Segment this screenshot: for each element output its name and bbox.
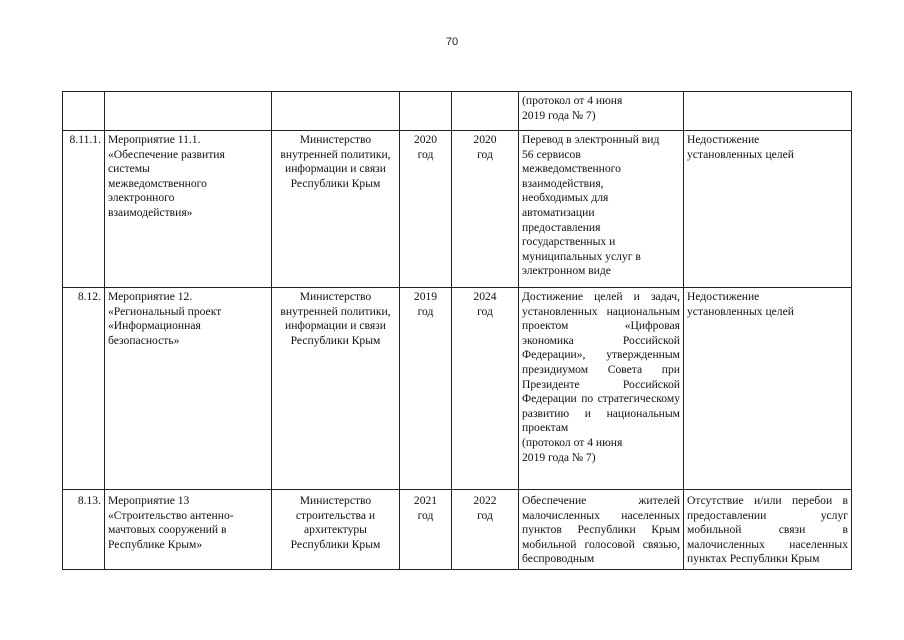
item-number-cell (63, 490, 105, 570)
expected-result-cell (519, 131, 684, 288)
end-year-cell (452, 288, 519, 490)
start-year-cell (400, 92, 452, 131)
activity-name: Мероприятие 12. «Региональный проект «Информационная безопасность» (108, 290, 222, 347)
responsible-cell (272, 92, 400, 131)
activity-name-cell (105, 490, 272, 570)
table-row (63, 92, 852, 131)
item-number-cell (63, 288, 105, 490)
risk-cell (684, 92, 852, 131)
activity-name-cell (105, 288, 272, 490)
start-year-cell (400, 131, 452, 288)
start-year: 2019 год (413, 290, 438, 318)
item-number-cell (63, 131, 105, 288)
end-year-cell (452, 92, 519, 131)
start-year-cell (400, 288, 452, 490)
end-year: 2024 год (473, 290, 497, 318)
risk-cell (684, 288, 852, 490)
item-number: 8.11.1. (69, 133, 101, 146)
page-number: 70 (445, 36, 459, 48)
responsible-executor: Министерство строительства и архитектуры Республики Крым (290, 494, 381, 551)
activity-name: Мероприятие 11.1. «Обеспечение развития системы межведомственного электронного взаимодействия» (108, 133, 225, 219)
responsible-cell (272, 288, 400, 490)
expected-result-cell (519, 288, 684, 490)
risk-cell (684, 131, 852, 288)
activity-name-cell (105, 92, 272, 131)
expected-result: Обеспечение жителей малочисленных населенных пунктов Республики Крым мобильной голосовой связью, беспроводным (522, 494, 680, 566)
start-year-cell (400, 490, 452, 570)
document-table (62, 91, 852, 570)
item-number: 8.12. (77, 290, 101, 303)
expected-result-cell (519, 92, 684, 131)
activity-name-cell (105, 131, 272, 288)
risk-cell (684, 490, 852, 570)
responsible-cell (272, 490, 400, 570)
risk-consequence: Недостижение установленных целей (687, 290, 794, 318)
activity-name: Мероприятие 13 «Строительство антенно- мачтовых сооружений в Республике Крым» (108, 494, 234, 551)
table-row (63, 288, 852, 490)
table-row (63, 490, 852, 570)
item-number-cell (63, 92, 105, 131)
responsible-executor: Министерство внутренней политики, информации и связи Республики Крым (280, 133, 391, 190)
risk-consequence: Отсутствие и/или перебои в предоставлении услуг мобильной связи в малочисленных населенных пунктах Республики Крым (687, 494, 848, 566)
expected-result-cell (519, 490, 684, 570)
table-row (63, 131, 852, 288)
item-number: 8.13. (77, 494, 101, 507)
end-year: 2020 год (473, 133, 497, 161)
responsible-cell (272, 131, 400, 288)
expected-result: Перевод в электронный вид 56 сервисов межведомственного взаимодействия, необходимых для автоматизации предоставления государственных и муниципальных услуг в электронном виде (522, 133, 660, 278)
expected-result: (протокол от 4 июня 2019 года № 7) (522, 94, 623, 122)
start-year: 2021 год (413, 494, 438, 522)
risk-consequence: Недостижение установленных целей (687, 133, 794, 161)
start-year: 2020 год (413, 133, 438, 161)
end-year-cell (452, 490, 519, 570)
end-year-cell (452, 131, 519, 288)
responsible-executor: Министерство внутренней политики, информации и связи Республики Крым (280, 290, 391, 347)
expected-result: Достижение целей и задач, установленных национальным проектом «Цифровая экономика Российской Федерации», утвержденным президиумом Совета при Президенте Российской Федерации по стратегическому развитию и национальным проектам (протокол от 4 июня 2019 года № 7) (522, 290, 680, 464)
end-year: 2022 год (473, 494, 497, 522)
